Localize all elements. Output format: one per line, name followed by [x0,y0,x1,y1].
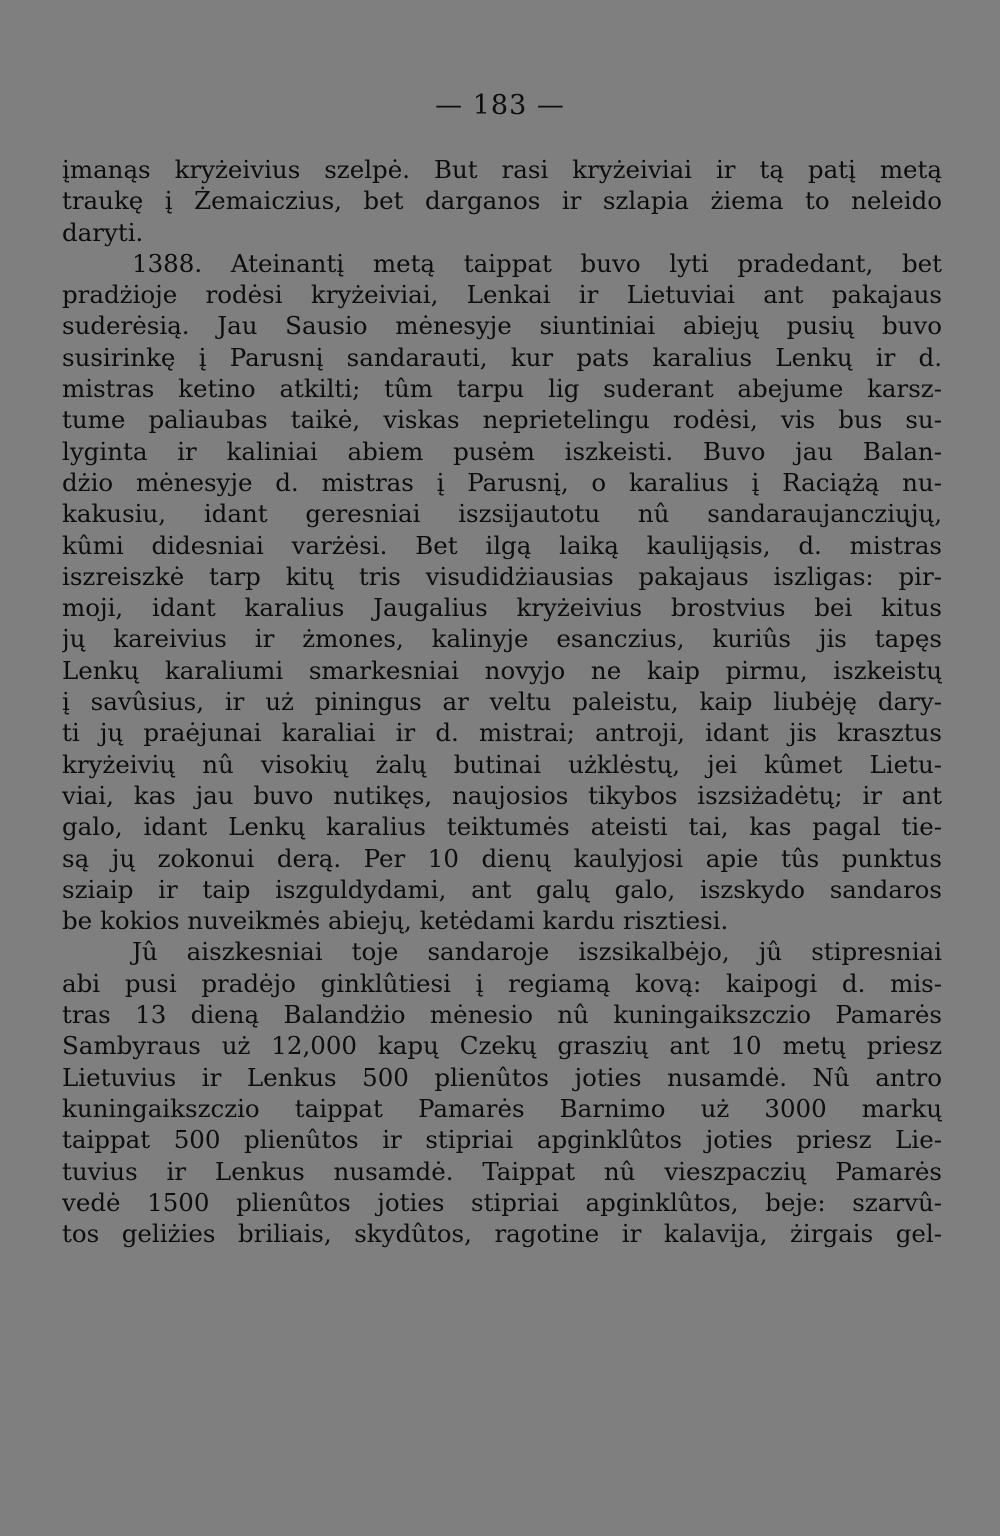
text-line: galo, idant Lenkų karalius teiktumės ateisti tai, kas pagal tie- [62,812,942,842]
text-line: tos geliżies briliais, skydûtos, ragotine ir kalavija, żirgais gel- [62,1219,942,1249]
text-line: 1388. Ateinantį metą taippat buvo lyti pradedant, bet [132,248,942,278]
text-line: Lietuvius ir Lenkus 500 plienûtos joties nusamdė. Nû antro [62,1062,942,1092]
text-line: Jû aiszkesniai toje sandaroje iszsikalbėjo, jû stipresniai [132,937,942,967]
text-line: Sambyraus uż 12,000 kapų Czekų graszių ant 10 metų priesz [62,1031,942,1061]
text-line: tras 13 dieną Balandżio mėnesio nû kuningaikszczio Pamarės [62,1000,942,1030]
text-line: tuvius ir Lenkus nusamdė. Taippat nû vieszpaczių Pamarės [62,1156,942,1186]
page-number: — 183 — [435,90,565,121]
text-line: kryżeivių nû visokių żalų butinai użklėstų, jei kûmet Lietu- [62,749,942,779]
text-line: moji, idant karalius Jaugalius kryżeivius brostvius bei kitus [62,593,942,623]
text-line: kûmi didesniai varżėsi. Bet ilgą laiką kaulijąsis, d. mistras [62,530,942,560]
text-line: są jų zokonui derą. Per 10 dienų kaulyjosi apie tûs punktus [62,843,942,873]
text-line: jų kareivius ir żmones, kalinyje esanczius, kuriûs jis tapęs [62,624,942,654]
text-line: viai, kas jau buvo nutikęs, naujosios tikybos iszsiżadėtų; ir ant [62,780,942,810]
text-line: vedė 1500 plienûtos joties stipriai apginklûtos, beje: szarvû- [62,1187,942,1217]
text-line: įmanąs kryżeivius szelpė. But rasi kryżeiviai ir tą patį metą [62,155,942,184]
text-line: kuningaikszczio taippat Pamarės Barnimo uż 3000 markų [62,1093,942,1123]
text-line: traukę į Żemaiczius, bet darganos ir szlapia żiema to neleido [62,186,942,216]
text-line: pradżioje rodėsi kryżeiviai, Lenkai ir Lietuviai ant pakajaus [62,280,942,310]
text-line: mistras ketino atkilti; tûm tarpu lig suderant abejume karsz- [62,374,942,404]
text-line: taippat 500 plienûtos ir stipriai apginklûtos joties priesz Lie- [62,1125,942,1155]
text-line: be kokios nuveikmės abiejų, ketėdami kardu risztiesi. [62,906,729,936]
text-line: suderėsią. Jau Sausio mėnesyje siuntiniai abiejų pusių buvo [62,311,942,341]
text-line: susirinkę į Parusnį sandarauti, kur pats karalius Lenkų ir d. [62,342,942,372]
text-line: daryti. [62,217,144,247]
text-line: Lenkų karaliumi smarkesniai novyjo ne kaip pirmu, iszkeistų [62,655,942,685]
text-line: iszreiszkė tarp kitų tris visudidżiausias pakajaus iszligas: pir- [62,561,942,591]
body-text [62,154,942,1249]
text-line: ti jų praėjunai karaliai ir d. mistrai; antroji, idant jis krasztus [62,718,942,748]
text-line: į savûsius, ir uż piningus ar veltu paleistu, kaip liubėję dary- [62,687,942,717]
text-line: abi pusi pradėjo ginklûtiesi į regiamą kovą: kaipogi d. mis- [62,968,942,998]
text-line: dżio mėnesyje d. mistras į Parusnį, o karalius į Raciążą nu- [62,467,942,497]
text-line: kakusiu, idant geresniai iszsijautotu nû sandaraujancziųjų, [62,499,942,529]
text-line: lyginta ir kaliniai abiem pusėm iszkeisti. Buvo jau Balan- [62,436,942,466]
text-line: sziaip ir taip iszguldydami, ant galų galo, iszskydo sandaros [62,874,942,904]
text-line: tume paliaubas taikė, viskas neprietelingu rodėsi, vis bus su- [62,405,942,435]
